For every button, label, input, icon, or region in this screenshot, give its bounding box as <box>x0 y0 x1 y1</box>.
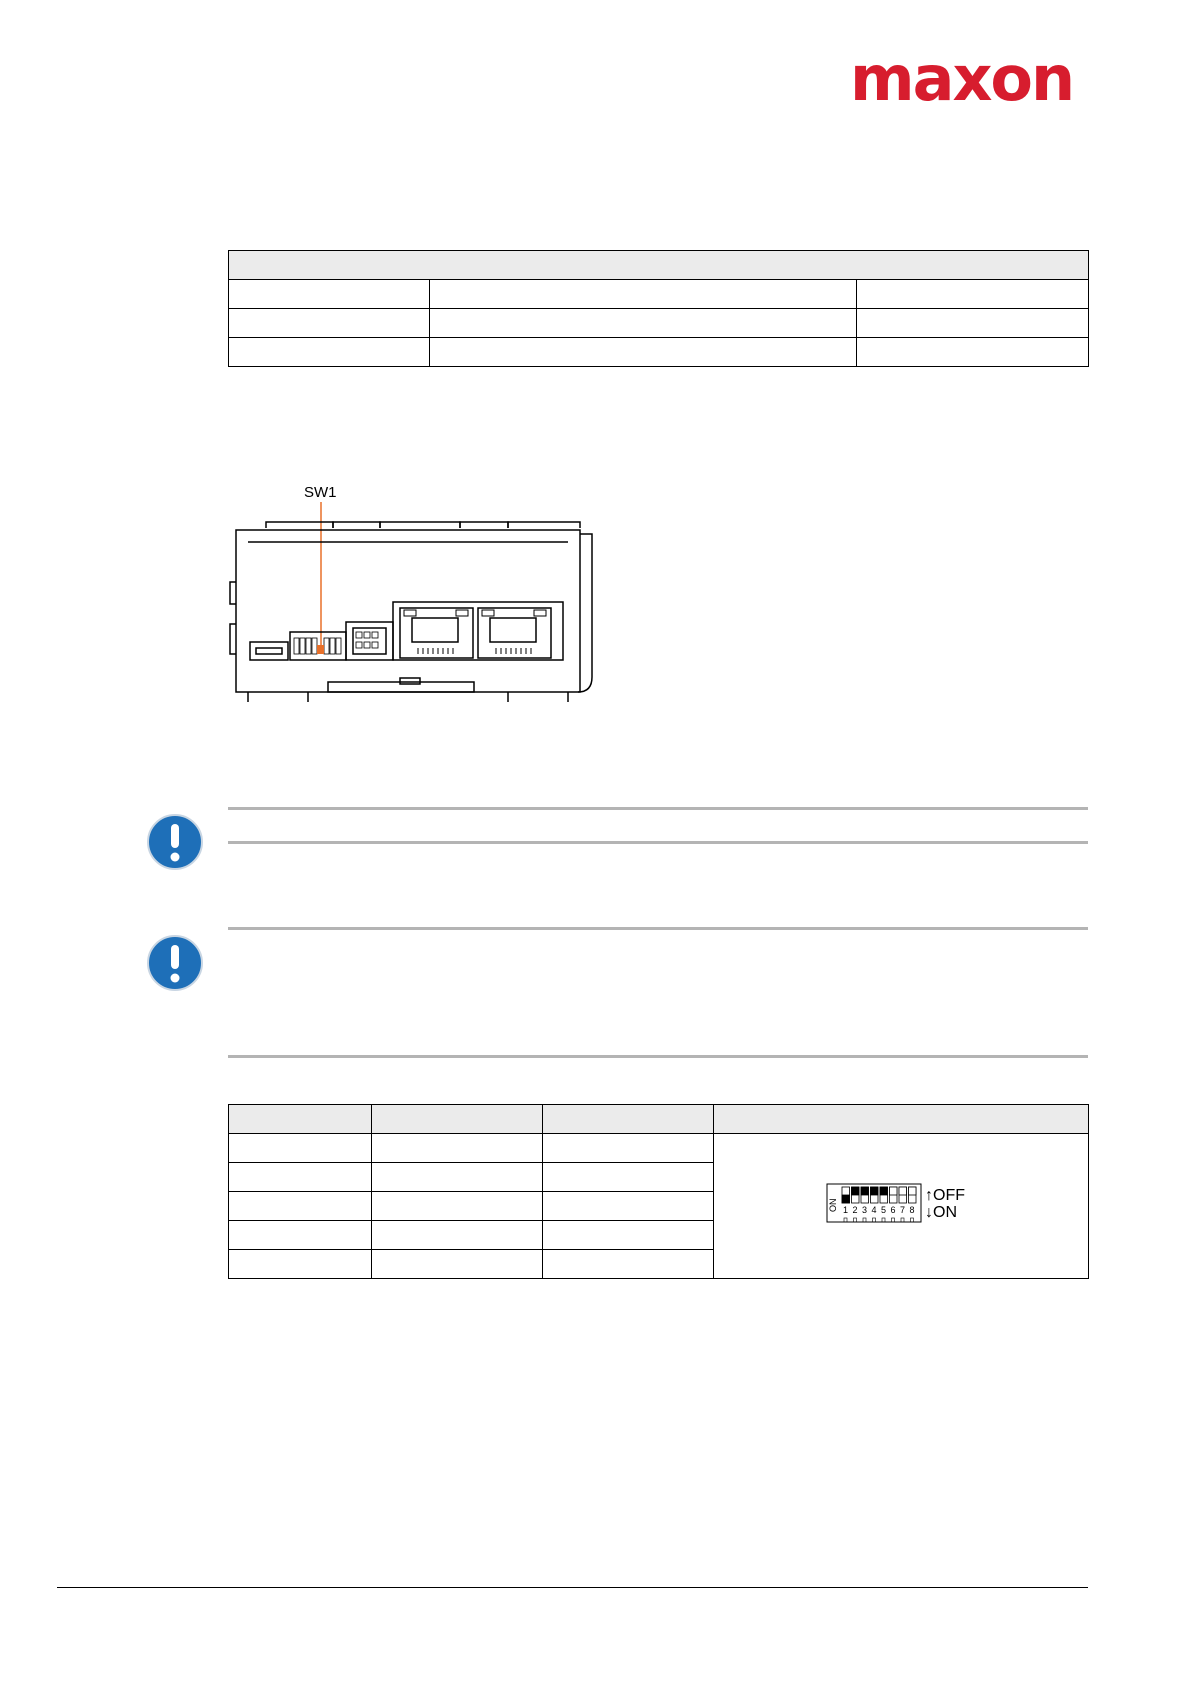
exclamation-icon <box>145 933 205 993</box>
dip-lever <box>890 1187 898 1195</box>
dip-switch-cell <box>714 1134 1089 1279</box>
dip-pin <box>863 1218 866 1222</box>
dip-switch-table <box>228 1104 1089 1279</box>
dip-number: 1 <box>843 1204 849 1215</box>
dip-numbers <box>843 1205 915 1222</box>
sw1-callout-label: SW1 <box>304 484 337 501</box>
dip-number: 4 <box>871 1204 877 1215</box>
dip-number: 2 <box>852 1204 858 1215</box>
dip-on-text: ↓ON <box>925 1203 957 1221</box>
dip-number: 5 <box>881 1204 887 1215</box>
table-header-row <box>229 1105 1089 1134</box>
device-drawing <box>228 482 608 702</box>
dip-on-label: ON <box>828 1198 838 1212</box>
table-header-cell <box>229 251 1089 280</box>
table-row <box>229 280 1089 309</box>
device-figure <box>228 482 608 702</box>
table-row <box>229 309 1089 338</box>
note-exclamation-icon <box>145 933 205 993</box>
logo-text: maxon <box>850 42 1074 115</box>
dip-lever <box>861 1187 869 1195</box>
dip-lever <box>909 1187 917 1195</box>
dip-pin <box>873 1218 876 1222</box>
maxon-logo <box>850 44 1090 114</box>
dip-levers <box>842 1187 916 1203</box>
note-top-rule <box>228 927 1088 930</box>
info-table <box>228 250 1089 367</box>
note-exclamation-icon <box>145 812 205 872</box>
dip-lever <box>842 1195 850 1203</box>
dip-lever <box>880 1187 888 1195</box>
dip-lever <box>899 1187 907 1195</box>
footer-rule <box>57 1587 1088 1588</box>
dip-lever <box>871 1187 879 1195</box>
dip-pin <box>901 1218 904 1222</box>
table-row <box>229 338 1089 367</box>
dip-pin <box>892 1218 895 1222</box>
dip-number: 7 <box>900 1204 906 1215</box>
dip-pin <box>844 1218 847 1222</box>
sw1-highlight <box>317 645 324 654</box>
dip-number: 6 <box>890 1204 896 1215</box>
dip-number: 3 <box>862 1204 868 1215</box>
note-bottom-rule <box>228 841 1088 844</box>
dip-pin <box>911 1218 914 1222</box>
note-top-rule <box>228 807 1088 810</box>
dip-pin <box>882 1218 885 1222</box>
dip-pin <box>854 1218 857 1222</box>
dip-off-text: ↑OFF <box>925 1186 965 1204</box>
dip-number: 8 <box>909 1204 915 1215</box>
table-row <box>229 1134 1089 1163</box>
note-bottom-rule <box>228 1055 1088 1058</box>
table-header-row <box>229 251 1089 280</box>
exclamation-icon <box>145 812 205 872</box>
dip-switch-diagram <box>826 1182 976 1226</box>
dip-lever <box>852 1187 860 1195</box>
